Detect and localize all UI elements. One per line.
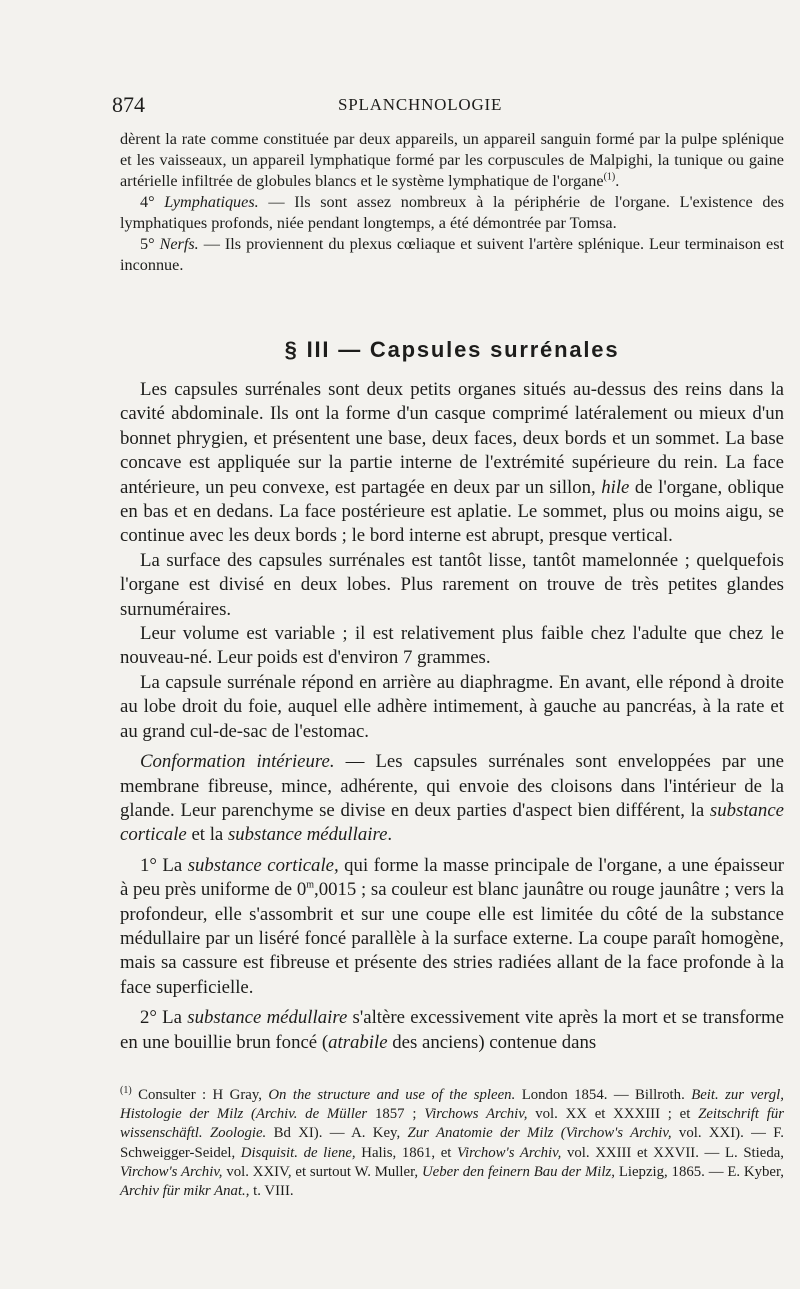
paragraph-substance-corticale: 1° La substance corticale, qui forme la masse principale de l'organe, a une épaisseur à peu près uniforme de 0$^m$,0015 ; sa couleur est blanc jaunâtre ou rouge jaunâtre ; vers la profondeur, elle s'assombrit et sur une coupe elle est limitée du côté de la substance médullaire par un liséré foncé parallèle à la surface externe. La coupe paraît homogène, mais sa cassure est fibreuse et présente des stries radiées allant de la face profonde à la face superficielle. (120, 854, 785, 998)
page-header (110, 92, 780, 120)
running-title: SPLANCHNOLOGIE (338, 95, 503, 114)
paragraph-substance-medullaire: 2° La substance médullaire s'altère excessivement vite après la mort et se transforme en une bouillie brun foncé (atrabile des anciens) contenue dans (120, 1007, 784, 1053)
paragraph: La capsule surrénale répond en arrière au diaphragme. En avant, elle répond à droite au lobe droit du foie, auquel elle adhère intimement, à gauche au pancréas, à la rate et au grand cul-de-sac de l'estomac. (120, 671, 784, 742)
subheading: Conformation intérieure. (140, 751, 335, 773)
paragraph: Leur volume est variable ; il est relativement plus faible chez l'adulte que chez le nouveau-né. Leur poids est d'environ 7 grammes. (120, 623, 784, 669)
subheading: Lymphatiques. (164, 193, 259, 211)
spleen-continuation (120, 129, 784, 276)
footnote-ref: (1) (603, 171, 616, 183)
footnotes (120, 1086, 784, 1201)
paragraph: dèrent la rate comme constituée par deux appareils, un appareil sanguin formé par la pulpe splénique et les vaisseaux, un appareil lymphatique formé par les corpuscules de Malpighi, la tunique ou gaine artérielle infiltrée de globules blancs et le système lymphatique de l'organe$^{(1)}$. (120, 130, 784, 190)
page-number: 874 (112, 92, 145, 117)
main-text (120, 378, 784, 1055)
section-heading: § III — Capsules surrénales (284, 337, 620, 362)
paragraph-lymphatiques: 4° Lymphatiques. — Ils sont assez nombreux à la périphérie de l'organe. L'existence des lymphatiques profonds, niée pendant longtemps, a été démontrée par Tomsa. (120, 193, 785, 232)
paragraph-conformation: Conformation intérieure. — Les capsules surrénales sont enveloppées par une membrane fibreuse, mince, adhérente, qui envoie des cloisons dans l'intérieur de la glande. Leur parenchyme se divise en deux parties d'aspect bien différent, la substance corticale et la substance médullaire. (120, 751, 784, 846)
paragraph: La surface des capsules surrénales est tantôt lisse, tantôt mamelonnée ; quelquefois l'organe est divisé en deux lobes. Plus rarement on trouve de très petites glandes surnuméraires. (120, 549, 784, 620)
footnote: $^{(1)}$ Consulter : H Gray, On the structure and use of the spleen. London 1854. — Billroth. Beit. zur vergl, Histologie der Milz (Archiv. de Müller 1857 ; Virchows Archiv, vol. XX et XXXIII ; et Zeitschrift für wissenschäftl. Zoologie. Bd XI). — A. Key, Zur Anatomie der Milz (Virchow's Archiv, vol. XXI). — F. Schweigger-Seidel, Disquisit. de liene, Halis, 1861, et Virchow's Archiv, vol. XXIII et XXVII. — L. Stieda, Virchow's Archiv, vol. XXIV, et surtout W. Muller, Ueber den feinern Bau der Milz, Liepzig, 1865. — E. Kyber, Archiv für mikr Anat., t. VIII. (120, 1085, 784, 1200)
subheading: Nerfs. (159, 235, 199, 253)
paragraph-nerfs: 5° Nerfs. — Ils proviennent du plexus cœliaque et suivent l'artère splénique. Leur terminaison est inconnue. (120, 235, 784, 274)
paragraph: Les capsules surrénales sont deux petits organes situés au-dessus des reins dans la cavité abdominale. Ils ont la forme d'un casque comprimé latéralement ou mieux d'un bonnet phrygien, et présentent une base, deux faces, deux bords et un sommet. La base concave est appliquée sur la partie interne de l'extrémité supérieure du rein. La face antérieure, un peu convexe, est partagée en deux par un sillon, hile de l'organe, oblique en bas et en dedans. La face postérieure est aplatie. Le sommet, plus ou moins aigu, se continue avec les deux bords ; le bord interne est abrupt, presque vertical. (120, 379, 784, 547)
